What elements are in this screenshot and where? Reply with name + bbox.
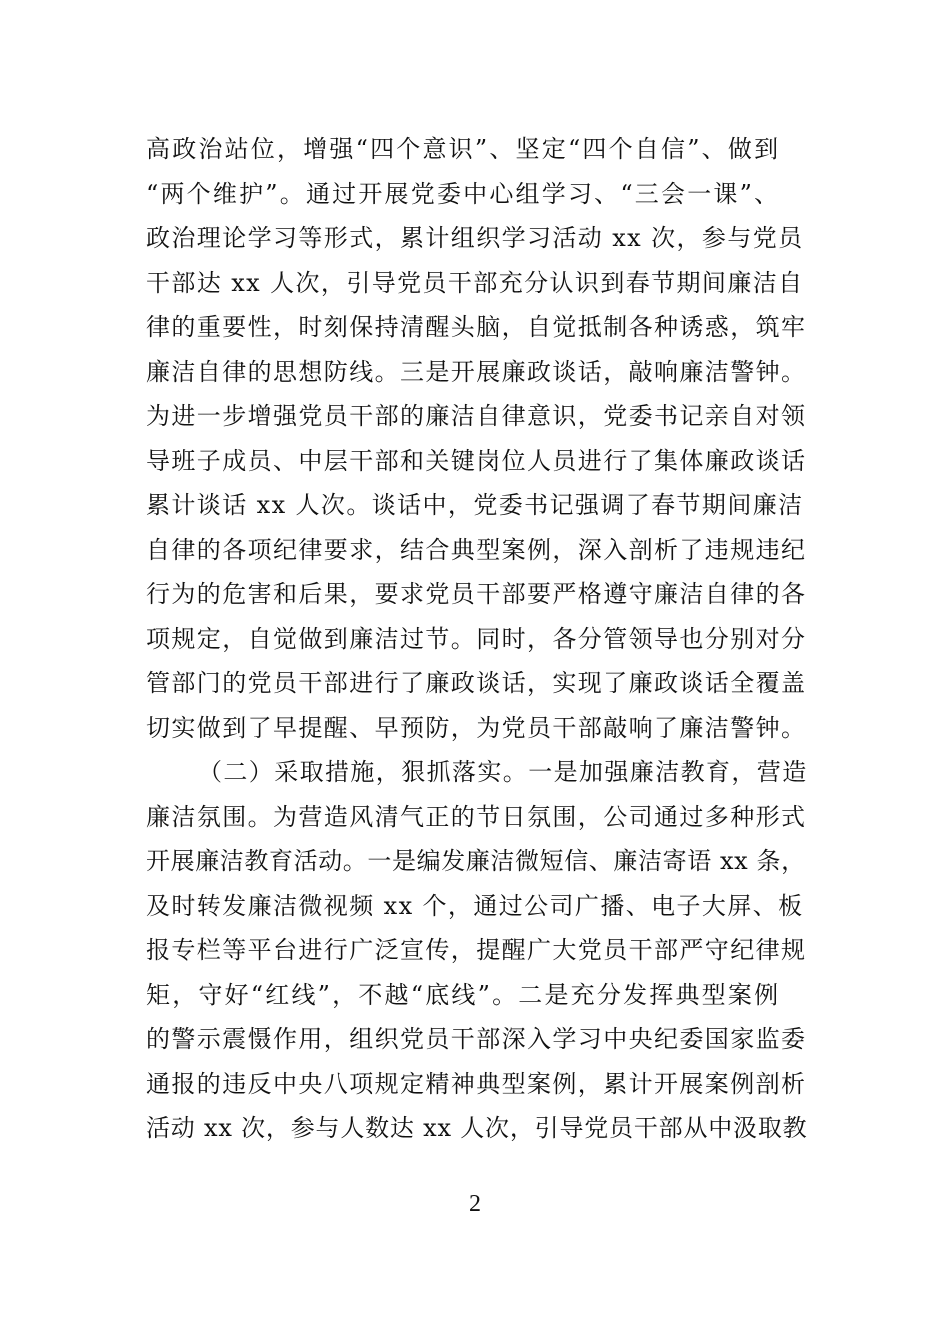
text-line: 报专栏等平台进行广泛宣传，提醒广大党员干部严守纪律规 bbox=[146, 936, 807, 964]
text-line: 廉洁氛围。为营造风清气正的节日氛围，公司通过多种形式 bbox=[146, 802, 807, 831]
text-line: 累计谈话 xx 人次。谈话中，党委书记强调了春节期间廉洁 bbox=[146, 491, 804, 519]
body-text bbox=[146, 127, 808, 1151]
page-number: 2 bbox=[469, 1191, 481, 1217]
text-line: 律的重要性，时刻保持清醒头脑，自觉抵制各种诱惑，筑牢 bbox=[146, 313, 807, 341]
text-line: 活动 xx 次，参与人数达 xx 人次，引导党员干部从中汲取教 bbox=[146, 1114, 808, 1142]
text-line: 高政治站位，增强“四个意识”、坚定“四个自信”、做到 bbox=[146, 135, 781, 163]
text-line: 廉洁自律的思想防线。三是开展廉政谈话，敲响廉洁警钟。 bbox=[146, 357, 807, 386]
text-line: 自律的各项纪律要求，结合典型案例，深入剖析了违规违纪 bbox=[146, 535, 807, 564]
text-line: 开展廉洁教育活动。一是编发廉洁微短信、廉洁寄语 xx 条， bbox=[146, 847, 806, 875]
text-line: 切实做到了早提醒、早预防，为党员干部敲响了廉洁警钟。 bbox=[146, 713, 807, 742]
text-line: “两个维护”。通过开展党委中心组学习、“三会一课”、 bbox=[146, 179, 781, 208]
text-line: 及时转发廉洁微视频 xx 个，通过公司广播、电子大屏、板 bbox=[146, 891, 804, 920]
text-line: 矩，守好“红线”，不越“底线”。二是充分发挥典型案例 bbox=[146, 980, 781, 1009]
section-heading-line: （二）采取措施，狠抓落实。一是加强廉洁教育，营造 bbox=[198, 758, 808, 786]
text-line: 为进一步增强党员干部的廉洁自律意识，党委书记亲自对领 bbox=[146, 402, 807, 430]
text-line: 的警示震慑作用，组织党员干部深入学习中央纪委国家监委 bbox=[146, 1025, 807, 1053]
text-line: 管部门的党员干部进行了廉政谈话，实现了廉政谈话全覆盖 bbox=[146, 669, 807, 697]
text-line: 政治理论学习等形式，累计组织学习活动 xx 次，参与党员 bbox=[146, 224, 804, 252]
text-line: 项规定，自觉做到廉洁过节。同时，各分管领导也分别对分 bbox=[146, 624, 807, 653]
text-line: 通报的违反中央八项规定精神典型案例，累计开展案例剖析 bbox=[146, 1069, 807, 1098]
text-line: 干部达 xx 人次，引导党员干部充分认识到春节期间廉洁自 bbox=[146, 268, 804, 297]
text-line: 行为的危害和后果，要求党员干部要严格遵守廉洁自律的各 bbox=[146, 580, 807, 608]
text-line: 导班子成员、中层干部和关键岗位人员进行了集体廉政谈话 bbox=[146, 446, 807, 475]
